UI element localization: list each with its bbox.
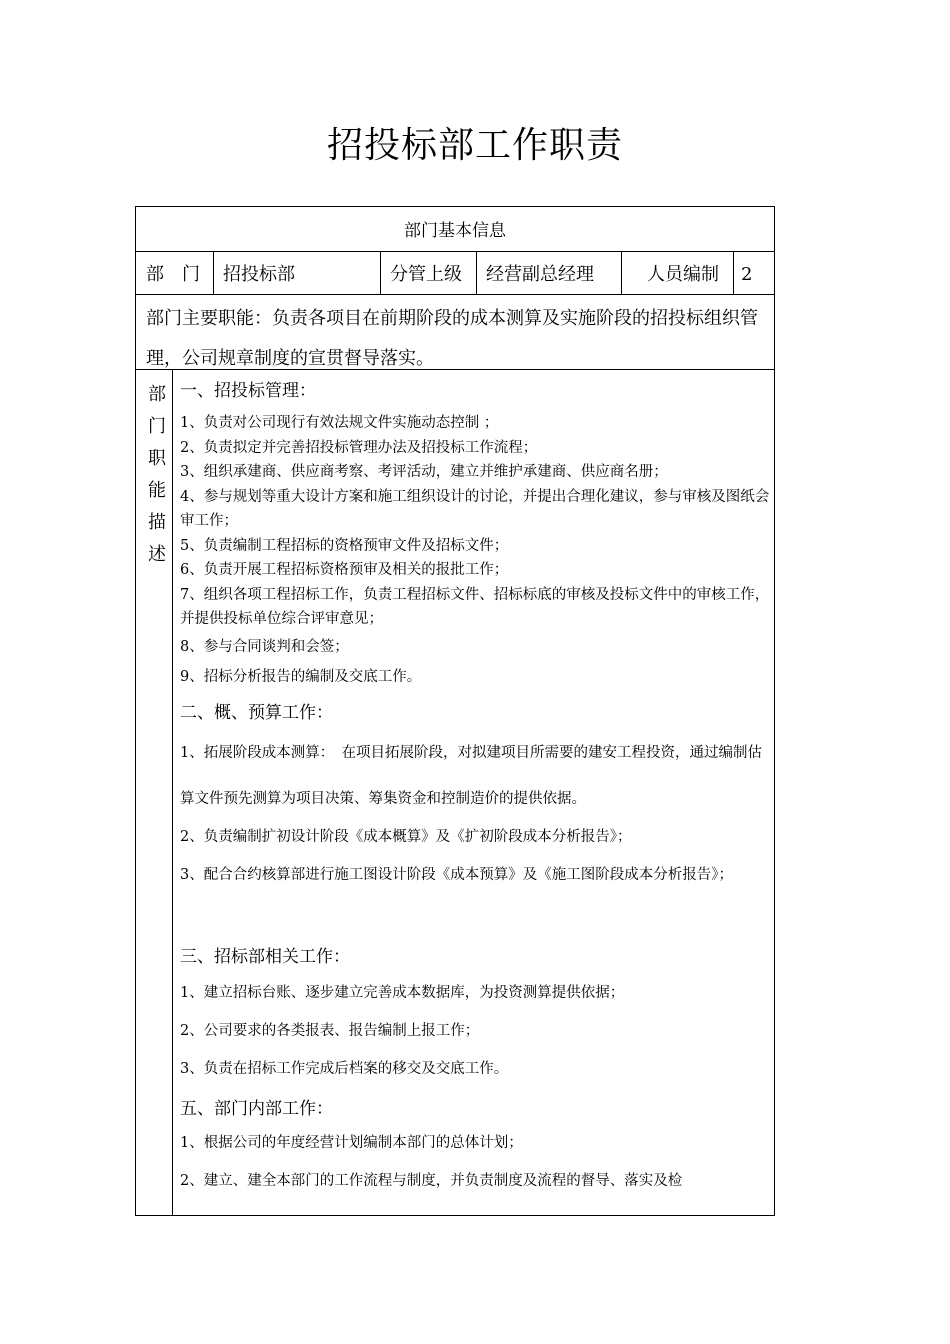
list-item: 8、参与合同谈判和会签； (180, 638, 349, 655)
list-item: 1、拓展阶段成本测算： 在项目拓展阶段，对拟建项目所需要的建安工程投资，通过编制估算文件预先测算为项目决策、筹集资金和控制造价的提供依据。 (180, 744, 762, 807)
staff-value: 2 (741, 264, 753, 285)
dept-value: 招投标部 (223, 264, 295, 285)
side-label-char: 述 (148, 544, 166, 565)
document-title: 招投标部工作职责 (326, 125, 623, 166)
list-item: 2、公司要求的各类报表、报告编制上报工作； (180, 1022, 480, 1039)
list-item: 5、负责编制工程招标的资格预审文件及招标文件； (180, 537, 509, 554)
list-item: 9、招标分析报告的编制及交底工作。 (180, 669, 422, 685)
divider (136, 294, 774, 295)
divider (621, 251, 622, 294)
supervisor-value: 经营副总经理 (486, 264, 594, 285)
responsibility-table (135, 206, 775, 1216)
section-title: 五、部门内部工作： (180, 1098, 333, 1119)
list-item: 1、建立招标台账、逐步建立完善成本数据库，为投资测算提供依据； (180, 984, 625, 1001)
divider (136, 251, 774, 252)
list-item: 4、参与规划等重大设计方案和施工组织设计的讨论，并提出合理化建议，参与审核及图纸会审工作； (180, 488, 770, 529)
list-item: 6、负责开展工程招标资格预审及相关的报批工作； (180, 562, 509, 578)
side-label-char: 描 (148, 512, 166, 533)
divider (172, 369, 173, 1215)
side-label-char: 部 (148, 384, 166, 405)
list-item: 1、负责对公司现行有效法规文件实施动态控制 ； (180, 415, 499, 431)
section-title: 二、概、预算工作： (180, 702, 333, 723)
basic-info-header: 部门基本信息 (404, 221, 506, 241)
side-label-char: 能 (148, 480, 166, 501)
side-label-char: 门 (148, 416, 166, 437)
staff-label: 人员编制 (647, 264, 719, 285)
main-duty-text: 部门主要职能：负责各项目在前期阶段的成本测算及实施阶段的招投标组织管理，公司规章制度的宣贯督导落实。 (146, 308, 758, 369)
list-item: 2、建立、建全本部门的工作流程与制度，并负责制度及流程的督导、落实及检 (180, 1172, 683, 1189)
section-title: 一、招投标管理： (180, 381, 316, 401)
supervisor-label: 分管上级 (390, 264, 462, 285)
divider (380, 251, 381, 294)
list-item: 3、组织承建商、供应商考察、考评活动，建立并维护承建商、供应商名册； (180, 464, 668, 480)
duty-description (180, 372, 770, 1204)
list-item: 7、组织各项工程招标工作，负责工程招标文件、招标标底的审核及投标文件中的审核工作，并提供投标单位综合评审意见； (180, 586, 770, 627)
dept-label: 部 门 (146, 264, 200, 285)
divider (476, 251, 477, 294)
section-title: 三、招标部相关工作： (180, 946, 350, 967)
list-item: 2、负责编制扩初设计阶段《成本概算》及《扩初阶段成本分析报告》； (180, 828, 632, 845)
side-label-vertical (146, 379, 168, 571)
divider (136, 369, 774, 370)
divider (213, 251, 214, 294)
side-label-char: 职 (148, 448, 166, 469)
divider (733, 251, 734, 294)
list-item: 2、负责拟定并完善招投标管理办法及招投标工作流程； (180, 439, 538, 456)
list-item: 3、配合合约核算部进行施工图设计阶段《成本预算》及《施工图阶段成本分析报告》； (180, 866, 733, 883)
list-item: 3、负责在招标工作完成后档案的移交及交底工作。 (180, 1060, 509, 1077)
list-item: 1、根据公司的年度经营计划编制本部门的总体计划； (180, 1134, 523, 1151)
